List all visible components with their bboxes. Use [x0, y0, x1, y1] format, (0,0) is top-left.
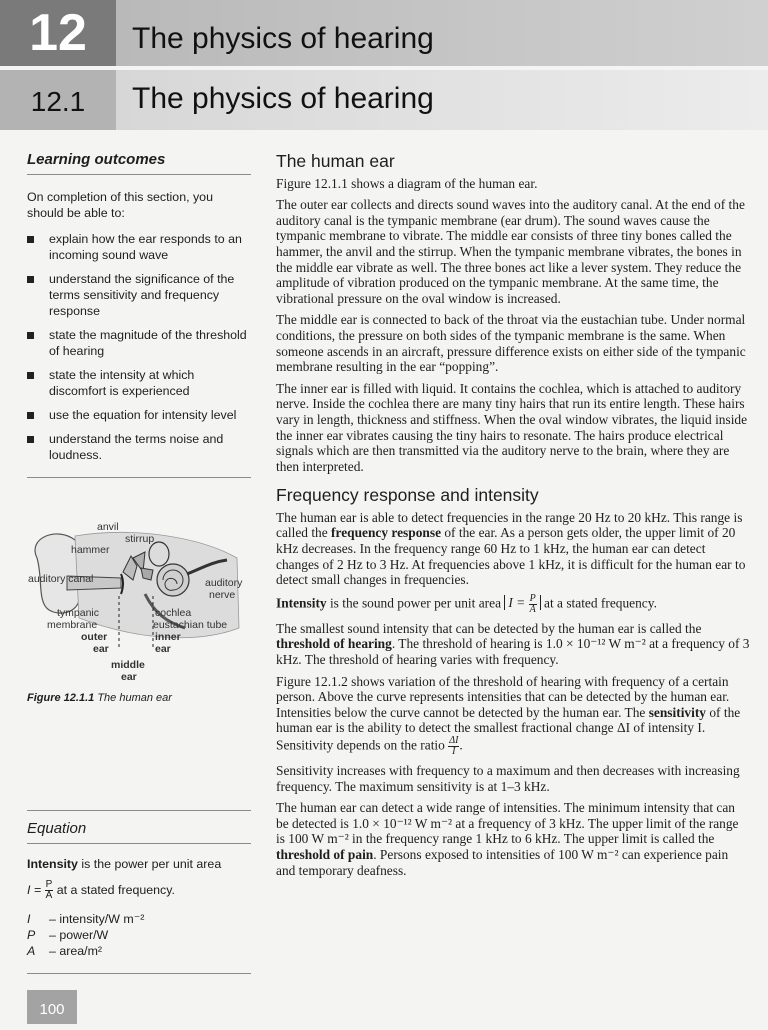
paragraph: Figure 12.1.2 shows variation of the threshold of hearing with frequency of a certain person. Above the curve represents intensities that can be detected by the human ear. Intensities below the curve cannot be detected by the human ear. The sensitivity of the human ear is the ability to detect the smallest fractional change ΔI of intensity I. Sensitivity depends on the ratio $\frac{\Delta I}{I}$ .	[276, 673, 741, 757]
label-cochlea: cochlea	[155, 607, 192, 619]
equation-title: Equation	[27, 820, 87, 837]
sensitivity-ratio: $\frac{\Delta I}{I}$	[449, 735, 459, 757]
paragraph: The smallest sound intensity that can be detected by the human ear is called the threshold of hearing. The threshold of hearing is 1.0 × 10⁻¹² W m⁻² at a frequency of 3 kHz. The threshold of hearing varies with frequency.	[276, 620, 750, 668]
divider	[27, 973, 251, 974]
equation-box	[27, 822, 251, 974]
figure-caption-label: Figure 12.1.1	[27, 692, 95, 704]
learning-outcomes-intro: On completion of this section, you should be able to:	[27, 190, 213, 220]
divider	[27, 843, 251, 844]
page-number: 100	[27, 990, 77, 1024]
human-ear-figure	[27, 518, 257, 688]
paragraph: The middle ear is connected to back of the throat via the eustachian tube. Under normal conditions, the pressure on both sides of the tympanic membrane is the same. When someone ascends in an aircraft, pressure difference exists on either side of the tympanic membrane resulting in the ear “popping”.	[276, 312, 746, 375]
chapter-number: 12	[0, 0, 116, 66]
label-stirrup: stirrup	[125, 533, 155, 545]
paragraph: Sensitivity increases with frequency to a maximum and then decreases with increasing frequency. The maximum sensitivity is at 1–3 kHz.	[276, 763, 740, 794]
bullet-icon	[27, 436, 34, 443]
bullet-icon	[27, 372, 34, 379]
learning-outcomes-box	[27, 152, 251, 478]
equation-fraction: $\frac{P}{A}$	[45, 879, 53, 901]
section-number: 12.1	[0, 70, 116, 130]
paragraph: Figure 12.1.1 shows a diagram of the human ear.	[276, 175, 538, 191]
chapter-title: The physics of hearing	[132, 22, 434, 55]
label-inner-2: ear	[155, 643, 171, 655]
label-eustachian: eustachian tube	[153, 619, 228, 631]
learning-outcomes-list	[27, 231, 251, 463]
list-item: understand the terms noise and loudness.	[27, 431, 251, 463]
stirrup-shape	[141, 568, 153, 580]
divider	[27, 810, 251, 811]
list-item: state the magnitude of the threshold of hearing	[27, 327, 251, 359]
paragraph: The inner ear is filled with liquid. It contains the cochlea, which is attached to auditory nerve. Inside the cochlea there are many tiny hairs that run its entire length. These hairs vary in length, thickness and stiffness. When the oval window vibrates, the liquid inside the inner ear vibrates causing the tiny hairs to resonate. The hairs produce electrical signals which are then transmitted via the auditory nerve to the brain, where they are then interpreted.	[276, 380, 748, 474]
label-tympanic-2: membrane	[47, 619, 98, 631]
list-item: understand the significance of the terms sensitivity and frequency response	[27, 271, 251, 319]
label-middle-2: ear	[121, 671, 137, 683]
list-item: use the equation for intensity level	[27, 407, 251, 423]
list-item: explain how the ear responds to an incoming sound wave	[27, 231, 251, 263]
symbol-row: A – area/m²	[27, 944, 103, 958]
learning-outcomes-title: Learning outcomes	[27, 151, 166, 168]
figure-caption	[27, 692, 172, 704]
label-middle-1: middle	[111, 659, 145, 671]
section-title: The physics of hearing	[132, 82, 434, 115]
main-content	[276, 151, 750, 884]
divider	[27, 174, 251, 175]
equation-symbols	[27, 911, 251, 959]
symbol-row: P – power/W	[27, 928, 109, 942]
heading-frequency-response: Frequency response and intensity	[276, 485, 539, 506]
divider	[27, 477, 251, 478]
ear-diagram	[27, 518, 257, 688]
cochlea-shape	[157, 564, 189, 596]
equation-formula: I = $\frac{P}{A}$ at a stated frequency.	[27, 879, 175, 901]
heading-human-ear: The human ear	[276, 151, 395, 171]
label-tympanic-1: tympanic	[57, 607, 100, 619]
intensity-formula: I = $\frac{P}{A}$	[504, 595, 540, 610]
bullet-icon	[27, 276, 34, 283]
label-auditory-nerve-1: auditory	[205, 577, 243, 589]
label-outer-2: ear	[93, 643, 109, 655]
label-outer-1: outer	[81, 631, 108, 643]
paragraph: The human ear can detect a wide range of intensities. The minimum intensity that can be detected is 1.0 × 10⁻¹² W m⁻² at a frequency of 3 kHz. The upper limit of the range is 100 W m⁻² in the frequency range 1 kHz to 6 kHz. The upper limit is called the threshold of pain. Persons exposed to intensities of 100 W m⁻² can experience pain and temporary deafness.	[276, 800, 739, 878]
figure-caption-text: The human ear	[97, 692, 172, 704]
symbol-row: I – intensity/W m⁻²	[27, 912, 145, 926]
label-anvil: anvil	[97, 521, 119, 533]
equation-definition: Intensity is the power per unit area	[27, 857, 222, 871]
bullet-icon	[27, 412, 34, 419]
list-item: state the intensity at which discomfort is experienced	[27, 367, 251, 399]
paragraph: The outer ear collects and directs sound waves into the auditory canal. At the end of the auditory canal is the tympanic membrane (ear drum). The sound waves cause the tympanic membrane to vibrate. The middle ear consists of three tiny bones called the hammer, the anvil and the stirrup. When the tympanic membrane vibrates, the bones in the middle ear vibrate as well. The three bones act like a lever system. They reduce the amplitude of vibration produced on the tympanic membrane. At the same time, the vibrational pressure on the oval window is increased.	[276, 197, 745, 306]
paragraph: The human ear is able to detect frequencies in the range 20 Hz to 20 kHz. This range is called the frequency response of the ear. As a person gets older, the upper limit of 20 kHz decreases. In the frequency range 60 Hz to 1 kHz, the human ear can detect changes of 2 Hz to 3 Hz. At frequencies above 1 kHz, it is difficult for the human ear to detect small changes in frequencies.	[276, 509, 746, 588]
label-inner-1: inner	[155, 631, 181, 643]
paragraph: Intensity is the sound power per unit area I = $\frac{P}{A}$ at a stated frequency.	[276, 592, 657, 615]
label-hammer: hammer	[71, 544, 110, 556]
bullet-icon	[27, 332, 34, 339]
label-auditory-canal: auditory canal	[28, 573, 94, 585]
bullet-icon	[27, 236, 34, 243]
label-auditory-nerve-2: nerve	[209, 589, 236, 601]
